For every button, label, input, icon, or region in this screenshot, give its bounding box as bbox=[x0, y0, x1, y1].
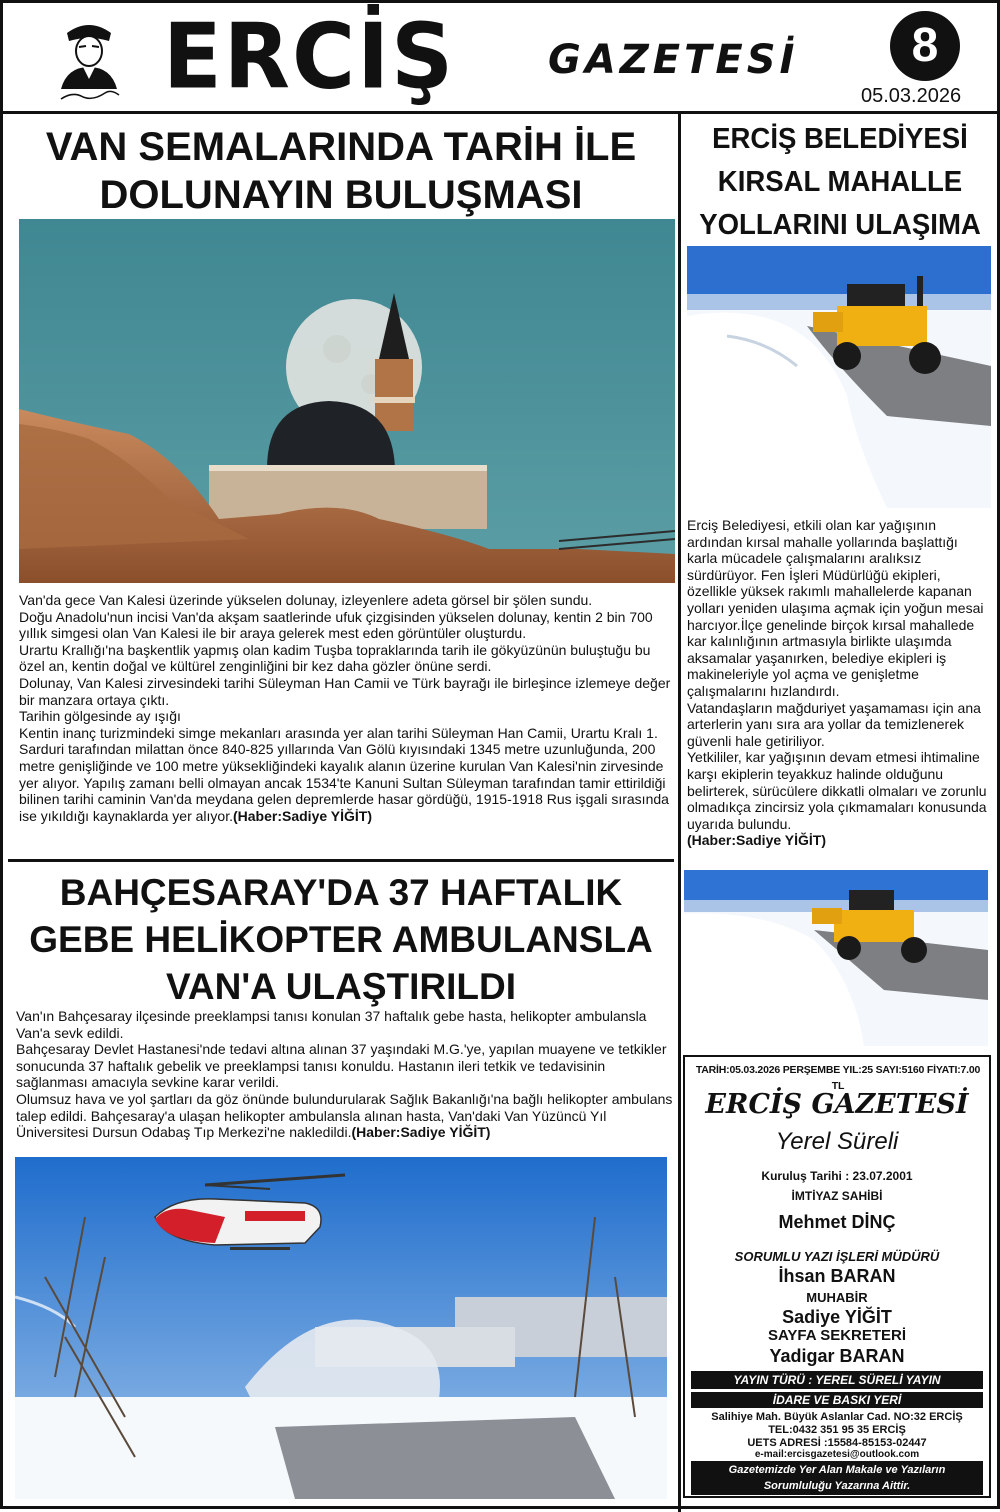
issue-date: 05.03.2026 bbox=[861, 85, 962, 107]
article-1-paragraph bbox=[19, 725, 675, 825]
issue-info-line: TARİH:05.03.2026 PERŞEMBE YIL:25 SAYI:5160 FİYATI:7.00 TL bbox=[695, 1064, 981, 1092]
article-2-body bbox=[687, 517, 987, 849]
editor-name: İhsan BARAN bbox=[778, 1266, 896, 1286]
article-2-headline: ERCİŞ BELEDİYESİ KIRSAL MAHALLE YOLLARINI ULAŞIMA bbox=[699, 123, 981, 241]
article-2-paragraph: Vatandaşların mağduriyet yaşamaması için ana arterlerin yanı sıra ara yollar da temizlenerek güvenli hale getiriliyor. bbox=[687, 699, 981, 749]
article-3-photo bbox=[15, 1157, 667, 1499]
info-newspaper-title: ERCİŞ GAZETESİ bbox=[705, 1089, 969, 1120]
column-divider bbox=[678, 114, 681, 1512]
disclaimer-bar: Gazetemizde Yer Alan Makale ve Yazıların Sorumluluğu Yazarına Aittir. bbox=[691, 1461, 983, 1495]
article-2-photo bbox=[687, 246, 991, 508]
reporter-label: MUHABİR bbox=[806, 1290, 868, 1305]
article-3-byline: (Haber:Sadiye YİĞİT) bbox=[351, 1124, 491, 1141]
article-3-paragraph-text: Olumsuz hava ve yol şartları da göz önünde bulundurularak Sağlık Bakanlığı'na bağlı helikopter ambulans talep edildi. Bahçesaray'a ulaşan helikopter ambulansla alınan hasta, Van'daki Van Yüzüncü Yıl Üniversitesi Dursun Odabaş Tıp Merkezi'ne nakledildi. bbox=[16, 1090, 673, 1141]
article-2-paragraph: Erciş Belediyesi, etkili olan kar yağışının ardından kırsal mahalle yollarında başlattığı karla mücadele çalışmalarını aralıksız sürdürüyor. Fen İşleri Müdürlüğü ekipleri, özellikle yüksek rakımlı mahallelerde kapanan yolları yeniden ulaşıma açmak için yoğun mesai harcıyor.İlçe genelinde birçok kırsal mahallede kar kalınlığının artmasıyla birlikte ulaşımda aksamalar yaşanırken, belediye ekipleri iş makineleriyle yol açma ve genişletme çalışmalarını hızlandırdı. bbox=[687, 517, 984, 699]
article-3-body bbox=[16, 1008, 674, 1141]
office-label-bar: İDARE VE BASKI YERİ bbox=[691, 1392, 983, 1408]
article-1-subheading: Tarihin gölgesinde ay ışığı bbox=[19, 708, 181, 725]
uets-address: UETS ADRESİ :15584-85153-02447 bbox=[747, 1437, 927, 1449]
editor-label: SORUMLU YAZI İŞLERİ MÜDÜRÜ bbox=[734, 1249, 940, 1264]
article-1-paragraph: Van'da gece Van Kalesi üzerinde yükselen dolunay, izleyenlere adeta görsel bir şölen sundu. bbox=[19, 592, 593, 608]
ataturk-portrait bbox=[53, 13, 125, 105]
page-secretary-label: SAYFA SEKRETERİ bbox=[767, 1327, 907, 1344]
article-1-paragraph-text: Kentin inanç turizmindeki simge mekanları arasında yer alan tarihi Süleyman Han Camii, Urartu Kralı 1. Sarduri tarafından milattan önce 840-825 yıllarında Van Gölü kıyısındaki 1345 metre uzunluğunda, 200 metre genişliğinde ve 100 metre yüksekliğindeki kayalık alanın üzerine kurulan Van Kalesi'nin zirvesinde yer alıyor. Yapılış zamanı belli olmayan ancak 1534'te Kanuni Sultan Süleyman tarafından tamir ettirildiği bilinen tarihi caminin Van'da meydana gelen depremlerde hasar gördüğü, 1915-1918 Rus işgali sırasında ise yıkıldığı kaynaklarda yer alıyor. bbox=[19, 724, 669, 824]
info-founded-date: Kuruluş Tarihi : 23.07.2001 bbox=[761, 1169, 913, 1183]
page-secretary-name: Yadigar BARAN bbox=[769, 1346, 905, 1366]
article-2-paragraph: Yetkililer, kar yağışının devam etmesi ihtimaline karşı ekiplerin teyakkuz halinde olduğunu belirterek, sürücülere dikkatli olmaları ve zorunlu olmadıkça zincirsiz yola çıkmamaları konusunda uyarıda bulundu. bbox=[687, 749, 987, 832]
article-1-byline: (Haber:Sadiye YİĞİT) bbox=[233, 807, 373, 824]
article-2-photo-2 bbox=[684, 870, 988, 1046]
masthead-logo: ERCİŞ bbox=[163, 4, 456, 110]
article-divider bbox=[8, 859, 674, 862]
snow-grader-image-2 bbox=[684, 870, 988, 1046]
article-3-paragraph: Bahçesaray Devlet Hastanesi'nde tedavi altına alınan 37 yaşındaki M.G.'ye, yapılan muayene ve tetkikler sonucunda 37 haftalık gebelik ve preeklampsi tanısı konuldu. Hastanın ileri tetkik ve tedavisinin sağlanması amacıyla sevkine karar verildi. bbox=[16, 1041, 667, 1091]
article-3-paragraph bbox=[16, 1091, 674, 1141]
portrait-illustration bbox=[53, 13, 125, 105]
article-1-photo bbox=[19, 219, 675, 583]
reporter-name: Sadiye YİĞİT bbox=[782, 1307, 892, 1327]
article-1-paragraph: Doğu Anadolu'nun incisi Van'da akşam saatlerinde ufuk çizgisinden yükselen dolunay, kentin 2 bin 700 yıllık simgesi olan Van Kalesi ile bir araya gelerek mest eden görüntüler oluşturdu. bbox=[19, 608, 653, 642]
masthead-divider bbox=[3, 111, 1000, 114]
moon-mosque-image bbox=[19, 219, 675, 583]
office-address: Salihiye Mah. Büyük Aslanlar Cad. NO:32 ERCİŞ bbox=[711, 1411, 963, 1423]
article-1-paragraph: Urartu Krallığı'na başkentlik yapmış olan kadim Tuşba topraklarında tarih ile gökyüzünün buluştuğu bu özel an, kentin doğal ve kültürel zenginliğini bir kez daha gözler önüne serdi. bbox=[19, 641, 651, 675]
article-1-headline: VAN SEMALARINDA TARİH İLE DOLUNAYIN BULUŞMASI bbox=[45, 125, 637, 217]
owner-label: İMTİYAZ SAHİBİ bbox=[791, 1189, 883, 1203]
article-2-byline: (Haber:Sadiye YİĞİT) bbox=[687, 832, 827, 849]
article-1-body bbox=[19, 592, 675, 824]
info-subtitle: Yerel Süreli bbox=[775, 1128, 899, 1155]
publication-type-bar: YAYIN TÜRÜ : YEREL SÜRELİ YAYIN bbox=[691, 1371, 983, 1389]
email-address: e-mail:ercisgazetesi@outlook.com bbox=[754, 1449, 920, 1460]
article-3-headline: BAHÇESARAY'DA 37 HAFTALIK GEBE HELİKOPTER AMBULANSLA VAN'A ULAŞTIRILDI bbox=[29, 872, 653, 1007]
publication-info-box bbox=[683, 1055, 991, 1498]
owner-name: Mehmet DİNÇ bbox=[778, 1212, 896, 1232]
masthead-logo-sub: GAZETESİ bbox=[548, 37, 799, 83]
page-number-badge: 8 bbox=[890, 11, 960, 81]
article-3-paragraph: Van'ın Bahçesaray ilçesinde preeklampsi tanısı konulan 37 haftalık gebe hasta, helikopter ambulansla Van'a sevk edildi. bbox=[16, 1008, 647, 1041]
helicopter-image bbox=[15, 1157, 667, 1499]
article-1-paragraph: Dolunay, Van Kalesi zirvesindeki tarihi Süleyman Han Camii ve Türk bayrağı ile birleşince izlemeye değer bir manzara ortaya çıktı. bbox=[19, 674, 671, 708]
snow-grader-image bbox=[687, 246, 991, 508]
office-phone: TEL:0432 351 95 35 ERCİŞ bbox=[768, 1424, 906, 1436]
